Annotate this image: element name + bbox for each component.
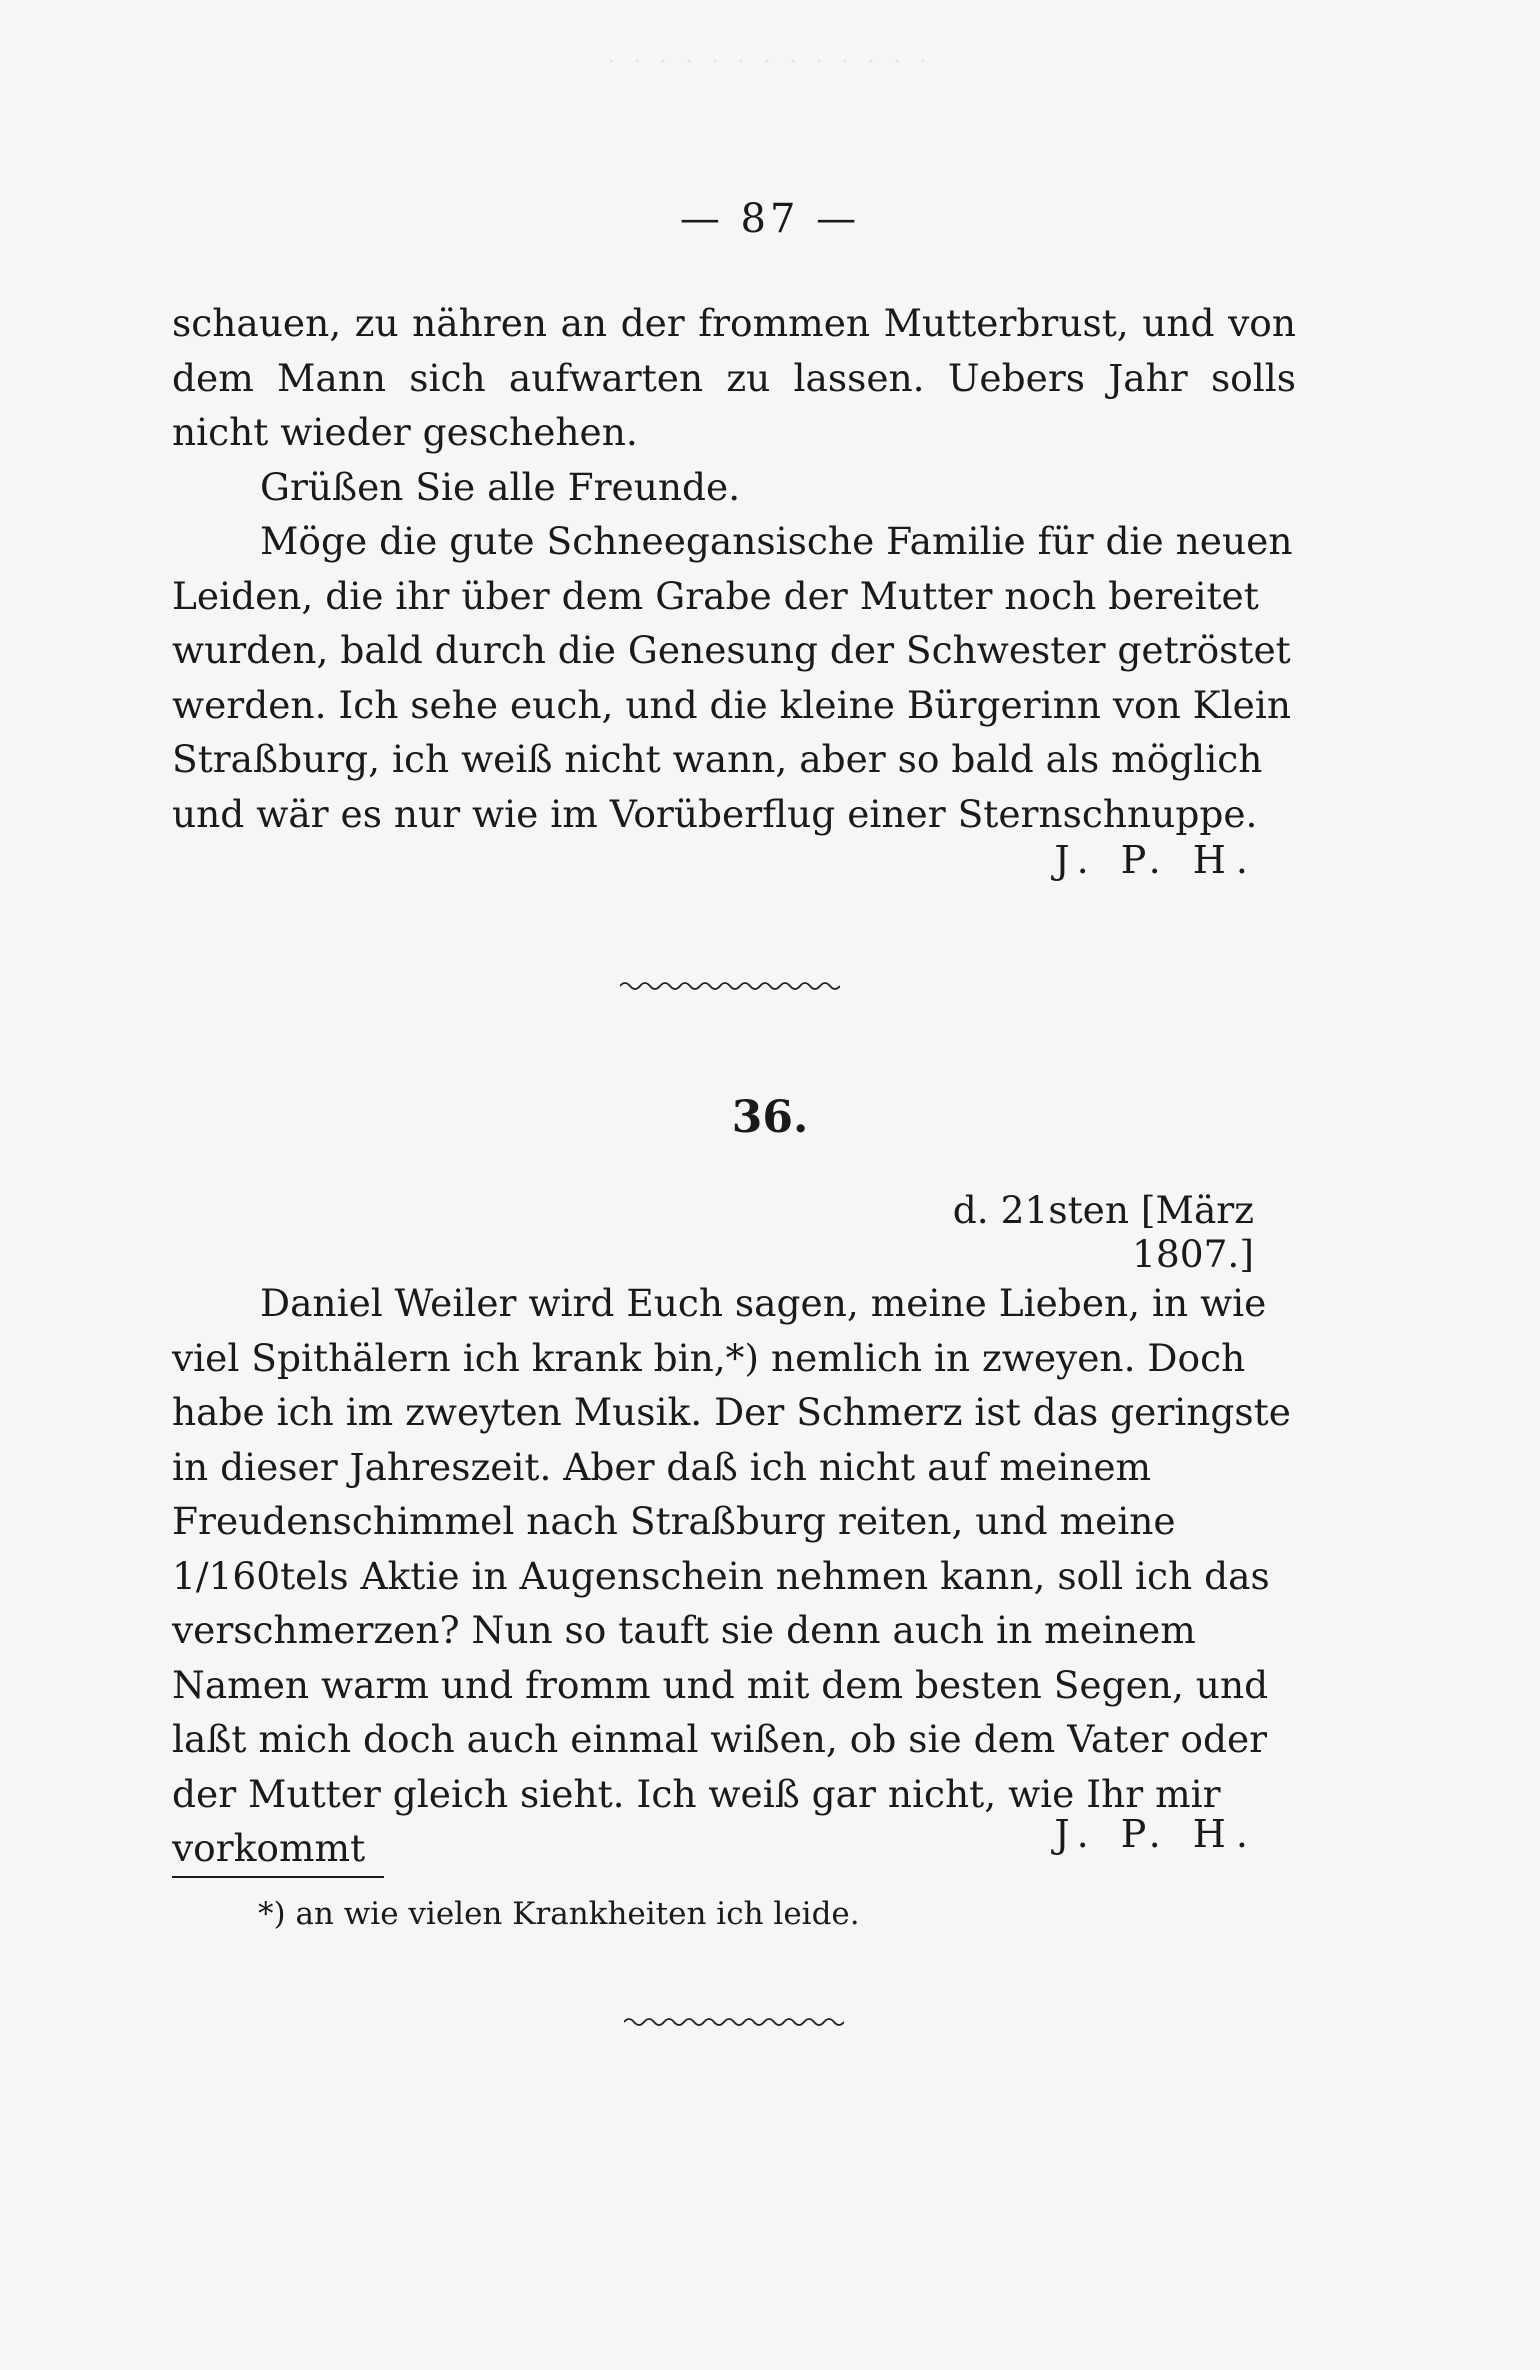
letter-number: 36. bbox=[731, 1092, 809, 1143]
wavy-line-ornament bbox=[624, 2014, 844, 2030]
page-number: — 87 — bbox=[679, 196, 861, 242]
letter-dateline: d. 21sten [März 1807.] bbox=[952, 1188, 1254, 1276]
ornamental-divider bbox=[624, 2014, 844, 2030]
paragraph: Grüßen Sie alle Freunde. bbox=[260, 464, 741, 509]
paragraph: Daniel Weiler wird Euch sagen, meine Lieben, in wie viel Spithälern ich krank bin,*) nemlich in zweyen. Doch habe ich im zweyten Musik. Der Schmerz ist das geringste in dieser Jahreszeit. Aber daß ich nicht auf meinem Freudenschimmel nach Straßburg reiten, und meine 1/160tels Aktie in Augenschein nehmen kann, soll ich das verschmerzen? Nun so tauft sie denn auch in meinem Namen warm und fromm und mit dem besten Segen, und laßt mich doch auch einmal wißen, ob sie dem Vater oder der Mutter gleich sieht. Ich weiß gar nicht, wie Ihr mir vorkommt bbox=[172, 1281, 1291, 1870]
footnote-rule bbox=[172, 1876, 384, 1878]
bleed-through-header: · · · · · · · · · · · · · bbox=[607, 50, 933, 75]
paragraph: Möge die gute Schneegansische Familie für die neuen Leiden, die ihr über dem Grabe der Mutter noch bereitet wurden, bald durch die Genesung der Schwester getröstet werden. Ich sehe euch, und die kleine Bürgerinn von Klein Straßburg, ich weiß nicht wann, aber so bald als möglich und wär es nur wie im Vorüberflug einer Sternschnuppe. bbox=[172, 519, 1293, 836]
ornamental-divider bbox=[620, 978, 840, 994]
letter-36-body bbox=[172, 1276, 1296, 1876]
wavy-line-ornament bbox=[620, 978, 840, 994]
footnote: *) an wie vielen Krankheiten ich leide. bbox=[258, 1896, 860, 1932]
paragraph: schauen, zu nähren an der frommen Mutterbrust, und von dem Mann sich aufwarten zu lassen. Uebers Jahr solls nicht wieder geschehen. bbox=[172, 301, 1296, 454]
signature: J. P. H. bbox=[1054, 838, 1258, 882]
signature: J. P. H. bbox=[1054, 1812, 1258, 1856]
letter-35-body bbox=[172, 296, 1296, 841]
